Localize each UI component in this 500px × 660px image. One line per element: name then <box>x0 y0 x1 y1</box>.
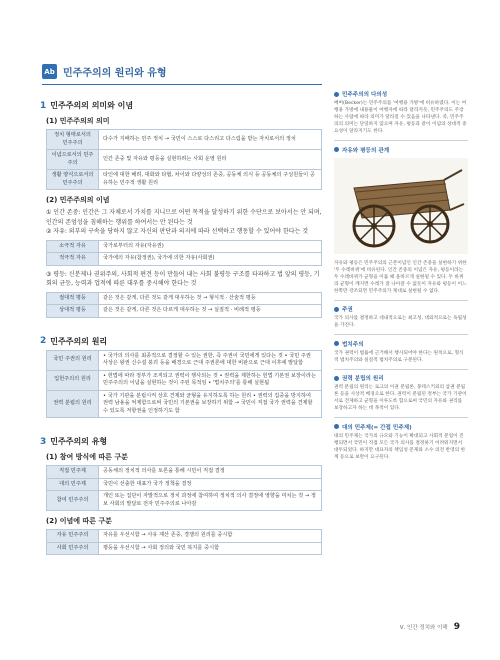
divider <box>334 140 468 141</box>
table-row <box>47 305 322 318</box>
row-header: 이념으로서의 민주주의 <box>47 150 99 170</box>
ideology-table <box>46 529 322 555</box>
row-cell: • 국가의 의사를 최종적으로 결정할 수 있는 권한, 즉 주권이 국민에게 있다는 것 • 국민 주권 사상은 왕권 신수설 붕괴 등을 배경으로 근대 주권론에 대한 비판으로 근대 이후에 발달함 <box>99 350 322 370</box>
table-row <box>47 292 322 305</box>
principles-table <box>46 350 322 419</box>
row-header: 상대적 평등 <box>47 305 99 318</box>
row-header: 입헌주의의 원리 <box>47 370 99 390</box>
table-row <box>47 130 322 150</box>
note-title-text: 법치주의 <box>342 341 364 348</box>
main-column <box>40 96 322 555</box>
row-header: 자유 민주주의 <box>47 530 99 543</box>
row-cell: 자유를 우선시함 → 사유 재산 존중, 경쟁의 원리를 중시함 <box>99 530 322 543</box>
bullet-icon <box>334 376 339 381</box>
row-header: 권력 분립의 원리 <box>47 390 99 418</box>
sidebar-notes <box>334 86 468 461</box>
divider <box>334 334 468 335</box>
page-footer <box>400 622 460 632</box>
table-row <box>47 150 322 170</box>
note-body: 국가 권력이 법률에 근거해서 행사되어야 한다는 원칙으로, 형식적 법치주의와 실질적 법치주의로 구분된다. <box>334 350 464 363</box>
divider <box>334 369 468 370</box>
section-heading: 민주주의의 유형 <box>50 437 108 446</box>
subsection-title: (1) 민주주의의 의미 <box>46 117 110 125</box>
row-header: 참여 민주주의 <box>47 491 99 511</box>
section-heading: 민주주의의 의미와 이념 <box>50 101 134 110</box>
row-header: 소극적 자유 <box>47 240 99 253</box>
section-2-title <box>40 336 322 347</box>
table-row <box>47 253 322 266</box>
row-cell: • 헌법에 따라 정부가 조직되고 권력이 행사되는 것 • 권력을 제한하는 헌법 기본권 보장이라는 민주주의의 이념을 실현하는 것이 주된 목적임 • '법치주의'를 통해 실현됨 <box>99 370 322 390</box>
note-body: 베버(Becker)는 민주주의를 '여행용 가방'에 비유하였다. 이는 여행용 가방에 내용물이 여행자에 따라 달라지듯, 민주주의도 주장하는 사람에 따라 의미가 달라질 수 있음을 나타낸다. 즉, 민주주의의 의미는 단일하지 않으며 자유, 평등과 같이 이념의 상대적 중요성이 달라지기도 한다. <box>334 101 467 134</box>
table-row <box>47 170 322 190</box>
table-row <box>47 240 322 253</box>
chapter-header <box>42 64 167 79</box>
row-cell: 공동체의 정치적 의사를 토론을 통해 시민이 직접 결정 <box>99 466 322 479</box>
table-row <box>47 530 322 543</box>
row-header: 사회 민주주의 <box>47 542 99 555</box>
note-title-text: 권력 분립의 원리 <box>342 376 384 382</box>
row-cell: 같은 것은 같게, 다른 것도 같게 대우하는 것 → 형식적 · 산술적 평등 <box>99 292 322 305</box>
row-cell: 국가에의 자유(참정권), 국가에 의한 자유(사회권) <box>99 253 322 266</box>
divider <box>334 417 468 418</box>
meaning-table <box>46 129 322 190</box>
section-number: 3 <box>40 436 47 447</box>
section-heading: 민주주의의 원리 <box>50 336 108 346</box>
freedom-table <box>46 240 322 266</box>
subsection-title: (2) 이념에 따른 구분 <box>46 517 112 525</box>
note-title-text: 주권 <box>342 307 353 313</box>
section-number: 1 <box>40 100 47 111</box>
note-title-text: 자유와 평등의 관계 <box>342 147 390 154</box>
row-cell: 평등을 우선시함 → 사회 정의와 국민 복지를 중시함 <box>99 542 322 555</box>
note-title <box>334 90 468 98</box>
row-header: 정치 형태로서의 민주주의 <box>47 130 99 150</box>
table-row <box>47 350 322 370</box>
header-divider <box>42 84 322 85</box>
section-3-title <box>40 436 322 447</box>
table-row <box>47 542 322 555</box>
row-cell: 국가로부터의 자유(자유권) <box>99 240 322 253</box>
chapter-title: 민주주의의 원리와 유형 <box>63 68 167 79</box>
row-cell: 국민이 선출한 대표가 국가 정책을 결정 <box>99 478 322 491</box>
subsection-title: (1) 참여 방식에 따른 구분 <box>46 453 128 461</box>
bullet-icon <box>334 92 339 97</box>
table-row <box>47 478 322 491</box>
row-header: 국민 주권의 원리 <box>47 350 99 370</box>
bullet-icon <box>334 307 339 312</box>
table-row <box>47 370 322 390</box>
note-body: 대의 민주제는 국가의 규모와 기능이 확대되고 사회적 분업이 진행되면서 국민이 직접 모든 국가 의사를 결정하기 어려워지면서 대두되었다. 하지만 대표자의 책임성 문제와 소수 의견 반영의 한계 등으로 보완이 요구된다. <box>334 433 466 460</box>
note-body: 권력 분립의 원리는 로크의 이권 분립론, 몽테스키외의 삼권 분립론 등을 사상적 배경으로 한다. 권력이 분립된 정부는 국가 기관이 서로 견제하고 균형을 이루도록 함으로써 국민의 자유와 권리를 보장하고자 하는 데 목적이 있다. <box>334 385 467 411</box>
row-cell: 개인 또는 집단이 자발적으로 정치 과정에 참여하여 정치적 의사 결정에 영향을 미치는 것 → 정보 사회의 발달로 전자 민주주의로 나아감 <box>99 491 322 511</box>
bullet-icon <box>334 341 339 346</box>
table-row <box>47 491 322 511</box>
row-header: 절대적 평등 <box>47 292 99 305</box>
note-title <box>334 423 468 431</box>
row-cell: 같은 것은 같게, 다른 것은 다르게 대우하는 것 → 실질적 · 비례적 평등 <box>99 305 322 318</box>
paragraph: ③ 평등: 신분제나 권위주의, 사회적 편견 등이 만들어 내는 사회 불평등 구조를 타파하고 법 앞의 평등, 기회의 균등, 능력과 업적에 따른 대우를 중시해야 한다는 것 <box>46 270 320 287</box>
note-body: 자유와 평등은 민주주의의 근본이념인 인간 존중을 실현하기 위한 '두 수레바퀴'에 비유된다. 인간 존중의 이념은 자유, 평등이라는 두 수레바퀴가 균형을 이룰 때 올바르게 실현될 수 있다. 두 바퀴의 균형이 깨지면 수레가 잘 나아갈 수 없듯이 자유와 평등이 어느 한쪽만 강조되면 민주주의가 제대로 실현될 수 없다. <box>334 260 467 294</box>
row-cell: 타인에 대한 배려, 대화와 타협, 차이와 다양성의 존중, 공동체 의식 등 공동체의 구성원들이 공유하는 민주적 생활 원리 <box>99 170 322 190</box>
note-body: 국가 의사를 결정하고 대내적으로는 최고성, 대외적으로는 독립성을 가진다. <box>334 316 467 328</box>
subsection-title: (2) 민주주의의 이념 <box>46 196 110 204</box>
divider <box>334 300 468 301</box>
row-cell: • 국가 기관을 분립시켜 상호 견제와 균형을 유지하도록 하는 원리 • 권력의 집중을 방지하여 권력 남용을 억제함으로써 국민의 기본권을 보장하기 위함 → 국민이 직접 국가 권력을 견제할 수 있도록 저항권을 인정하기도 함 <box>99 390 322 418</box>
equality-table <box>46 292 322 318</box>
row-cell: 다수가 지배하는 민주 정치 → 국민이 스스로 다스리고 다스림을 받는 자치로서의 정치 <box>99 130 322 150</box>
page-number: 9 <box>453 622 460 632</box>
paragraph: ① 인간 존중: 인간은 그 자체로서 가치를 지니므로 어떤 목적을 달성하기 위한 수단으로 보아서는 안 되며, 인간의 존엄성을 침해하는 행위를 하여서는 안 된다는 것 <box>46 209 322 226</box>
ab-badge-icon: Ab <box>42 64 57 79</box>
row-header: 대의 민주제 <box>47 478 99 491</box>
participation-table <box>46 465 322 511</box>
row-header: 적극적 자유 <box>47 253 99 266</box>
section-1-title <box>40 100 322 111</box>
note-title <box>334 305 468 313</box>
note-title-text: 민주주의의 다의성 <box>342 92 388 98</box>
paragraph: ② 자유: 외부의 구속을 당하지 않고 자신의 판단과 의지에 따라 선택하고 행동할 수 있어야 한다는 것 <box>46 228 309 235</box>
note-title-text: 대의 민주제(= 간접 민주제) <box>342 424 412 431</box>
row-cell: 인간 존중 및 자유와 평등을 실현하려는 사회 운영 원리 <box>99 150 322 170</box>
row-header: 직접 민주제 <box>47 466 99 479</box>
section-number: 2 <box>40 336 47 346</box>
table-row <box>47 390 322 418</box>
table-row <box>47 466 322 479</box>
footer-chapter: Ⅴ. 인간 정치와 이해 <box>399 625 448 631</box>
cart-illustration <box>334 158 468 254</box>
note-title <box>334 146 468 154</box>
bullet-icon <box>334 424 339 429</box>
bullet-icon <box>334 147 339 152</box>
row-header: 생활 양식으로서의 민주주의 <box>47 170 99 190</box>
note-title <box>334 374 468 382</box>
note-title <box>334 340 468 348</box>
